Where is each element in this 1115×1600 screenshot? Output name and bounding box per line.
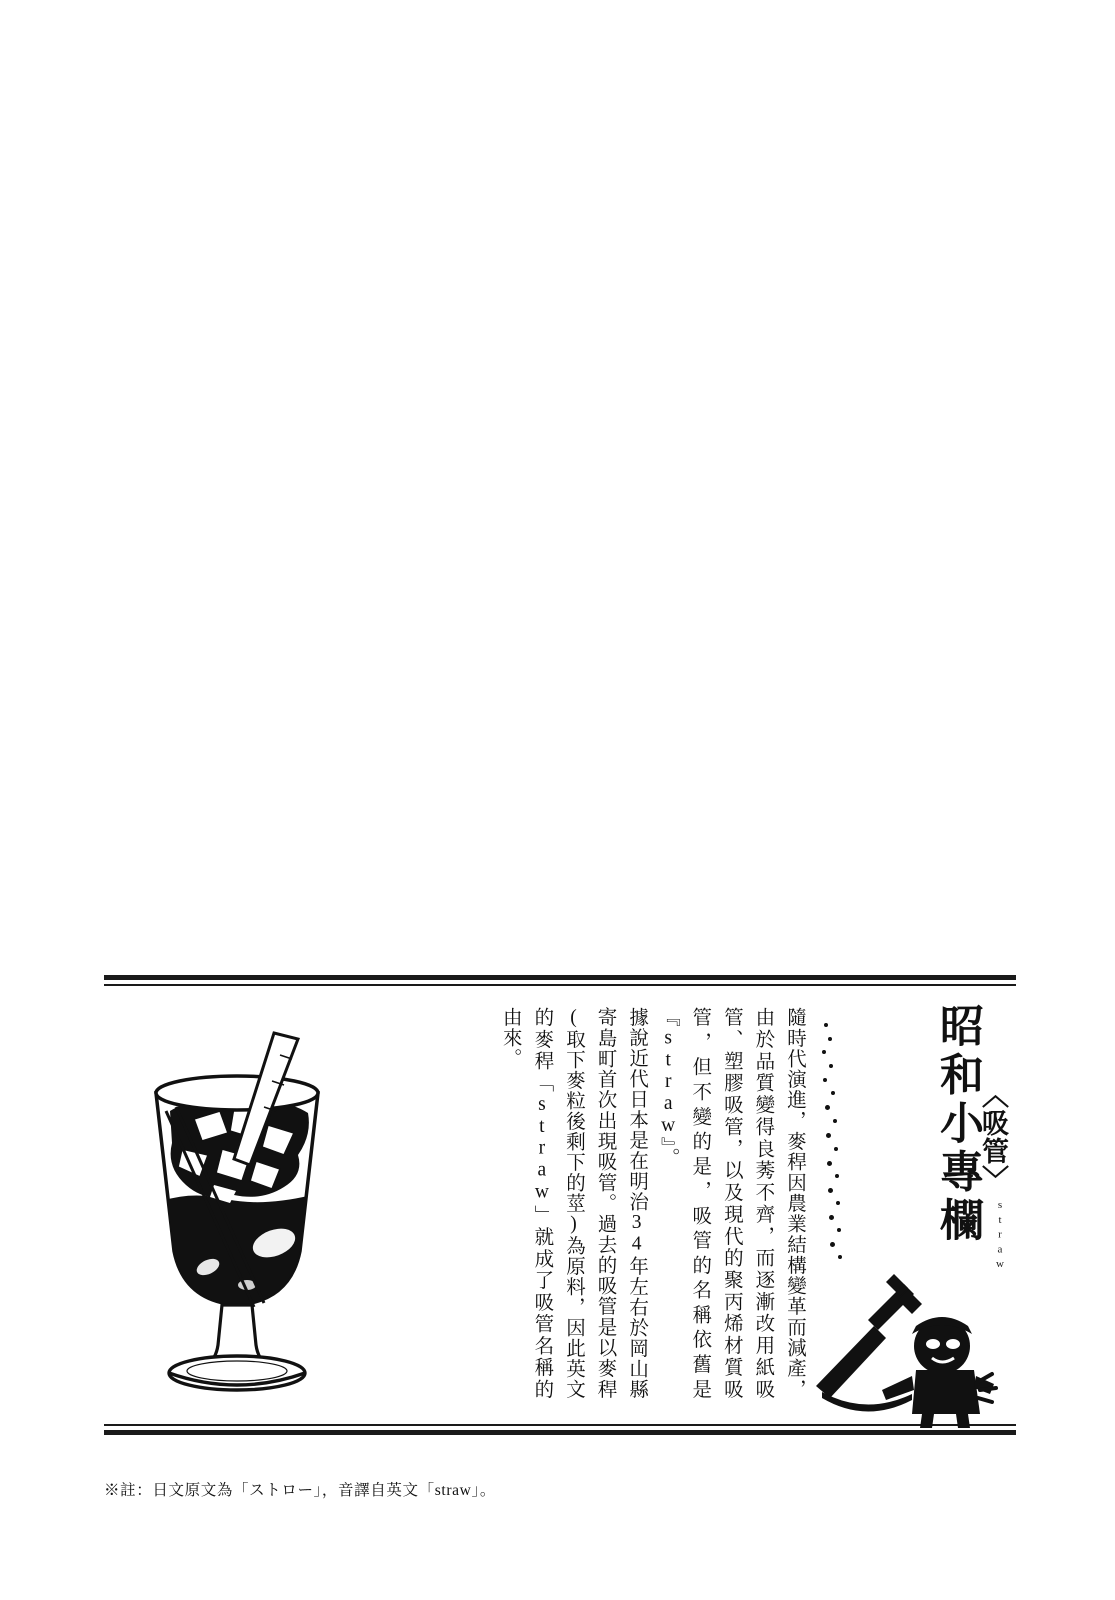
showa-mascot-illustration — [808, 1264, 998, 1429]
column-paragraph-1: 據說近代日本是在明治34年左右於岡山縣寄島町首次出現吸管。過去的吸管是以麥稈(取下麥粒後剩下的莖)為原料，因此英文的麥稈「straw」就成了吸管名稱的由來。 — [499, 1007, 648, 1399]
column-subtitle-ruby: straw — [994, 1199, 1006, 1274]
top-thick-rule — [104, 975, 1016, 980]
column-body-text — [494, 1007, 810, 1399]
column-title-group — [935, 1003, 1008, 1273]
column-paragraph-2: 隨時代演進，麥稈因農業結構變革而減產，由於品質變得良莠不齊，而逐漸改用紙吸管、塑膠吸管，以及現代的聚丙烯材質吸管，但不變的是，吸管的名稱依舊是『straw』。 — [657, 1007, 805, 1399]
top-thin-rule — [104, 984, 1016, 986]
footnote-text: ※註：日文原文為「ストロー」，音譯自英文「straw」。 — [104, 1482, 496, 1499]
column-subtitle-group — [979, 1081, 1006, 1273]
bottom-thick-rule — [104, 1430, 1016, 1435]
column-title: 昭和小專欄 — [933, 1003, 982, 1245]
showa-column-block — [104, 975, 1016, 1435]
iced-coffee-glass-illustration — [122, 1015, 352, 1415]
column-subtitle: 〈吸管〉 — [978, 1081, 1008, 1194]
